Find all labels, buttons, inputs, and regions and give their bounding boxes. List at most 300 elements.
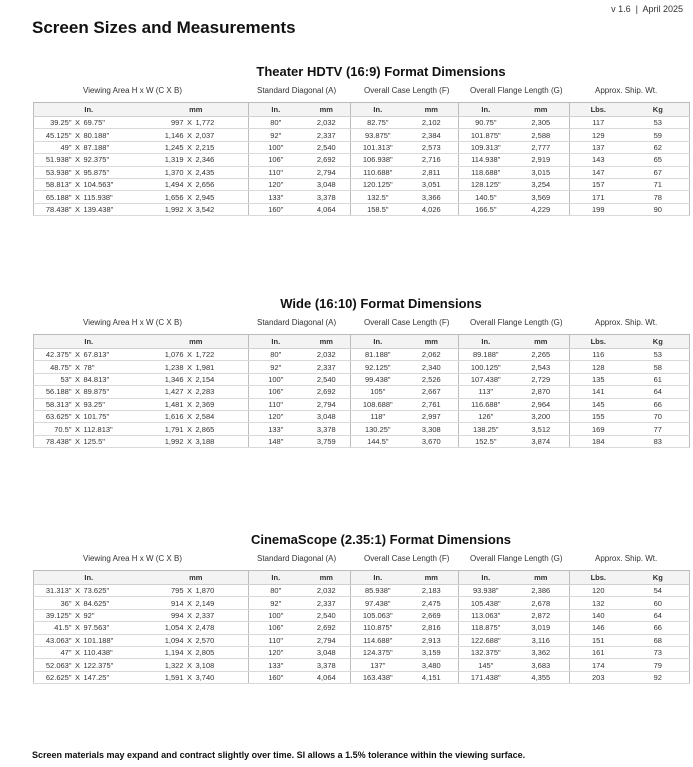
times-sign: X	[184, 410, 196, 422]
column-header-mm: mm	[513, 571, 570, 585]
times-sign: X	[72, 386, 84, 398]
table-row	[34, 203, 690, 215]
width-mm: 2,435	[196, 166, 249, 178]
group-header-case-length: Overall Case Length (F)	[364, 554, 450, 563]
diagonal-in: 100"	[249, 373, 303, 385]
diagonal-mm: 2,337	[303, 129, 351, 141]
diagonal-in: 80"	[249, 585, 303, 597]
group-header-row	[33, 80, 689, 102]
table-row	[34, 410, 690, 422]
diagonal-mm: 2,540	[303, 609, 351, 621]
flange-length-mm: 2,729	[513, 373, 570, 385]
column-header-in: In.	[249, 335, 303, 349]
case-length-in: 158.5"	[351, 203, 405, 215]
diagonal-in: 92"	[249, 361, 303, 373]
height-in: 43.063"	[34, 634, 72, 646]
footnote: Screen materials may expand and contract slightly over time. SI allows a 1.5% tolerance within the viewing surface.	[32, 750, 526, 760]
case-length-in: 118"	[351, 410, 405, 422]
column-header-mm: mm	[303, 571, 351, 585]
height-mm: 1,481	[144, 398, 184, 410]
width-mm: 2,346	[196, 154, 249, 166]
times-sign: X	[184, 178, 196, 190]
table-row	[34, 129, 690, 141]
version-label	[611, 4, 683, 14]
case-length-in: 144.5"	[351, 435, 405, 447]
group-header-diagonal: Standard Diagonal (A)	[257, 86, 337, 95]
flange-length-mm: 2,919	[513, 154, 570, 166]
width-mm: 2,215	[196, 141, 249, 153]
width-mm: 3,188	[196, 435, 249, 447]
weight-lbs: 135	[570, 373, 627, 385]
times-sign: X	[184, 671, 196, 683]
weight-lbs: 147	[570, 166, 627, 178]
diagonal-in: 110"	[249, 398, 303, 410]
flange-length-mm: 3,569	[513, 191, 570, 203]
times-sign: X	[72, 634, 84, 646]
flange-length-mm: 3,874	[513, 435, 570, 447]
weight-lbs: 157	[570, 178, 627, 190]
weight-lbs: 128	[570, 361, 627, 373]
case-length-in: 93.875"	[351, 129, 405, 141]
times-sign: X	[184, 373, 196, 385]
case-length-mm: 2,997	[405, 410, 459, 422]
column-header-in: In.	[34, 335, 144, 349]
dimensions-table	[33, 102, 690, 216]
weight-lbs: 117	[570, 117, 627, 129]
width-in: 69.75"	[84, 117, 144, 129]
dimensions-table	[33, 334, 690, 448]
weight-kg: 53	[627, 117, 690, 129]
weight-lbs: 169	[570, 423, 627, 435]
flange-length-mm: 4,229	[513, 203, 570, 215]
height-in: 63.625"	[34, 410, 72, 422]
height-mm: 1,427	[144, 386, 184, 398]
times-sign: X	[72, 423, 84, 435]
case-length-mm: 3,670	[405, 435, 459, 447]
diagonal-in: 133"	[249, 191, 303, 203]
case-length-in: 106.938"	[351, 154, 405, 166]
flange-length-mm: 2,265	[513, 349, 570, 361]
diagonal-mm: 2,337	[303, 597, 351, 609]
group-header-flange-length: Overall Flange Length (G)	[470, 86, 563, 95]
weight-kg: 54	[627, 585, 690, 597]
table-row	[34, 609, 690, 621]
flange-length-in: 114.938"	[459, 154, 513, 166]
height-in: 47"	[34, 646, 72, 658]
column-header-in: In.	[34, 103, 144, 117]
times-sign: X	[72, 117, 84, 129]
diagonal-mm: 2,032	[303, 349, 351, 361]
table-row	[34, 634, 690, 646]
case-length-mm: 3,366	[405, 191, 459, 203]
times-sign: X	[72, 373, 84, 385]
times-sign: X	[72, 129, 84, 141]
width-in: 78"	[84, 361, 144, 373]
flange-length-in: 90.75"	[459, 117, 513, 129]
height-in: 78.438"	[34, 435, 72, 447]
height-in: 58.813"	[34, 178, 72, 190]
flange-length-mm: 3,512	[513, 423, 570, 435]
height-in: 31.313"	[34, 585, 72, 597]
column-header-mm: mm	[405, 335, 459, 349]
times-sign: X	[72, 141, 84, 153]
height-mm: 1,992	[144, 203, 184, 215]
column-header-row	[34, 335, 690, 349]
times-sign: X	[184, 191, 196, 203]
diagonal-in: 120"	[249, 646, 303, 658]
weight-lbs: 141	[570, 386, 627, 398]
diagonal-in: 110"	[249, 166, 303, 178]
column-header-lbs: Lbs.	[570, 571, 627, 585]
case-length-mm: 3,480	[405, 659, 459, 671]
width-in: 87.188"	[84, 141, 144, 153]
case-length-mm: 2,667	[405, 386, 459, 398]
format-section	[33, 296, 689, 448]
flange-length-in: 113"	[459, 386, 513, 398]
case-length-in: 108.688"	[351, 398, 405, 410]
diagonal-mm: 2,794	[303, 166, 351, 178]
weight-kg: 79	[627, 659, 690, 671]
times-sign: X	[184, 117, 196, 129]
weight-lbs: 137	[570, 141, 627, 153]
weight-kg: 53	[627, 349, 690, 361]
times-sign: X	[72, 609, 84, 621]
times-sign: X	[184, 609, 196, 621]
height-mm: 1,322	[144, 659, 184, 671]
times-sign: X	[72, 622, 84, 634]
flange-length-mm: 3,200	[513, 410, 570, 422]
case-length-mm: 2,573	[405, 141, 459, 153]
times-sign: X	[184, 349, 196, 361]
case-length-mm: 2,384	[405, 129, 459, 141]
case-length-mm: 2,811	[405, 166, 459, 178]
column-header-mm: mm	[144, 335, 249, 349]
table-row	[34, 423, 690, 435]
case-length-in: 82.75"	[351, 117, 405, 129]
diagonal-mm: 2,032	[303, 117, 351, 129]
height-mm: 914	[144, 597, 184, 609]
flange-length-mm: 3,362	[513, 646, 570, 658]
weight-kg: 67	[627, 166, 690, 178]
diagonal-in: 106"	[249, 622, 303, 634]
times-sign: X	[184, 659, 196, 671]
diagonal-mm: 4,064	[303, 671, 351, 683]
table-row	[34, 154, 690, 166]
width-in: 104.563"	[84, 178, 144, 190]
diagonal-mm: 3,048	[303, 410, 351, 422]
weight-kg: 65	[627, 154, 690, 166]
times-sign: X	[184, 622, 196, 634]
diagonal-mm: 3,759	[303, 435, 351, 447]
weight-kg: 83	[627, 435, 690, 447]
column-header-mm: mm	[303, 335, 351, 349]
weight-lbs: 171	[570, 191, 627, 203]
times-sign: X	[72, 597, 84, 609]
case-length-in: 110.688"	[351, 166, 405, 178]
case-length-mm: 2,716	[405, 154, 459, 166]
diagonal-mm: 2,692	[303, 154, 351, 166]
weight-lbs: 132	[570, 597, 627, 609]
diagonal-mm: 2,540	[303, 373, 351, 385]
flange-length-mm: 2,678	[513, 597, 570, 609]
diagonal-mm: 2,794	[303, 398, 351, 410]
times-sign: X	[72, 178, 84, 190]
diagonal-in: 100"	[249, 609, 303, 621]
diagonal-mm: 2,032	[303, 585, 351, 597]
height-mm: 1,094	[144, 634, 184, 646]
diagonal-mm: 4,064	[303, 203, 351, 215]
height-in: 39.25"	[34, 117, 72, 129]
case-length-mm: 4,026	[405, 203, 459, 215]
width-mm: 1,981	[196, 361, 249, 373]
times-sign: X	[184, 585, 196, 597]
table-row	[34, 597, 690, 609]
column-header-mm: mm	[405, 571, 459, 585]
case-length-in: 97.438"	[351, 597, 405, 609]
times-sign: X	[184, 398, 196, 410]
diagonal-mm: 3,048	[303, 646, 351, 658]
case-length-in: 105.063"	[351, 609, 405, 621]
group-header-viewing-area: Viewing Area H x W (C X B)	[83, 554, 182, 563]
weight-kg: 62	[627, 141, 690, 153]
width-mm: 2,037	[196, 129, 249, 141]
group-header-row	[33, 548, 689, 570]
group-header-case-length: Overall Case Length (F)	[364, 86, 450, 95]
diagonal-mm: 3,378	[303, 191, 351, 203]
flange-length-in: 138.25"	[459, 423, 513, 435]
case-length-mm: 2,816	[405, 622, 459, 634]
height-mm: 1,054	[144, 622, 184, 634]
weight-lbs: 146	[570, 622, 627, 634]
height-in: 65.188"	[34, 191, 72, 203]
flange-length-in: 145"	[459, 659, 513, 671]
width-mm: 1,870	[196, 585, 249, 597]
height-mm: 1,591	[144, 671, 184, 683]
flange-length-mm: 2,386	[513, 585, 570, 597]
width-in: 112.813"	[84, 423, 144, 435]
height-in: 53.938"	[34, 166, 72, 178]
diagonal-in: 120"	[249, 178, 303, 190]
width-in: 95.875"	[84, 166, 144, 178]
height-mm: 1,146	[144, 129, 184, 141]
weight-lbs: 199	[570, 203, 627, 215]
flange-length-mm: 2,305	[513, 117, 570, 129]
height-mm: 1,194	[144, 646, 184, 658]
section-title: CinemaScope (2.35:1) Format Dimensions	[250, 532, 512, 547]
format-section	[33, 532, 689, 684]
diagonal-in: 106"	[249, 154, 303, 166]
height-mm: 1,245	[144, 141, 184, 153]
height-mm: 997	[144, 117, 184, 129]
width-mm: 2,656	[196, 178, 249, 190]
height-mm: 795	[144, 585, 184, 597]
flange-length-mm: 2,872	[513, 609, 570, 621]
times-sign: X	[184, 435, 196, 447]
times-sign: X	[184, 141, 196, 153]
flange-length-mm: 2,588	[513, 129, 570, 141]
height-in: 62.625"	[34, 671, 72, 683]
width-mm: 2,154	[196, 373, 249, 385]
section-title: Wide (16:10) Format Dimensions	[280, 296, 482, 311]
column-header-in: In.	[351, 571, 405, 585]
weight-kg: 66	[627, 622, 690, 634]
group-header-diagonal: Standard Diagonal (A)	[257, 318, 337, 327]
diagonal-in: 80"	[249, 349, 303, 361]
width-mm: 1,722	[196, 349, 249, 361]
flange-length-in: 89.188"	[459, 349, 513, 361]
height-in: 39.125"	[34, 609, 72, 621]
flange-length-in: 107.438"	[459, 373, 513, 385]
diagonal-in: 80"	[249, 117, 303, 129]
case-length-mm: 2,183	[405, 585, 459, 597]
width-in: 89.875"	[84, 386, 144, 398]
weight-lbs: 140	[570, 609, 627, 621]
times-sign: X	[72, 154, 84, 166]
table-row	[34, 622, 690, 634]
width-mm: 3,740	[196, 671, 249, 683]
flange-length-in: 166.5"	[459, 203, 513, 215]
group-header-ship-wt: Approx. Ship. Wt.	[595, 318, 658, 327]
times-sign: X	[72, 398, 84, 410]
case-length-mm: 3,051	[405, 178, 459, 190]
height-in: 58.313"	[34, 398, 72, 410]
height-mm: 1,346	[144, 373, 184, 385]
times-sign: X	[184, 634, 196, 646]
diagonal-in: 100"	[249, 141, 303, 153]
group-header-viewing-area: Viewing Area H x W (C X B)	[83, 318, 182, 327]
times-sign: X	[72, 349, 84, 361]
height-in: 48.75"	[34, 361, 72, 373]
case-length-in: 101.313"	[351, 141, 405, 153]
width-in: 110.438"	[84, 646, 144, 658]
times-sign: X	[72, 166, 84, 178]
flange-length-in: 128.125"	[459, 178, 513, 190]
diagonal-in: 106"	[249, 386, 303, 398]
width-in: 122.375"	[84, 659, 144, 671]
flange-length-mm: 4,355	[513, 671, 570, 683]
group-header-row	[33, 312, 689, 334]
column-header-lbs: Lbs.	[570, 335, 627, 349]
width-in: 84.813"	[84, 373, 144, 385]
diagonal-mm: 3,378	[303, 659, 351, 671]
flange-length-in: 109.313"	[459, 141, 513, 153]
case-length-mm: 4,151	[405, 671, 459, 683]
width-mm: 2,865	[196, 423, 249, 435]
diagonal-mm: 2,692	[303, 386, 351, 398]
weight-lbs: 116	[570, 349, 627, 361]
weight-kg: 77	[627, 423, 690, 435]
case-length-in: 85.938"	[351, 585, 405, 597]
height-in: 49"	[34, 141, 72, 153]
flange-length-mm: 3,254	[513, 178, 570, 190]
column-header-mm: mm	[144, 103, 249, 117]
times-sign: X	[184, 386, 196, 398]
weight-kg: 59	[627, 129, 690, 141]
table-row	[34, 361, 690, 373]
height-mm: 1,494	[144, 178, 184, 190]
diagonal-in: 160"	[249, 671, 303, 683]
weight-lbs: 129	[570, 129, 627, 141]
case-length-in: 110.875"	[351, 622, 405, 634]
diagonal-in: 92"	[249, 597, 303, 609]
width-mm: 3,108	[196, 659, 249, 671]
weight-kg: 64	[627, 386, 690, 398]
weight-kg: 66	[627, 398, 690, 410]
width-in: 84.625"	[84, 597, 144, 609]
column-header-kg: Kg	[627, 335, 690, 349]
weight-kg: 78	[627, 191, 690, 203]
column-header-in: In.	[351, 103, 405, 117]
times-sign: X	[184, 203, 196, 215]
diagonal-in: 160"	[249, 203, 303, 215]
version-date: April 2025	[642, 4, 683, 14]
case-length-in: 120.125"	[351, 178, 405, 190]
width-in: 92"	[84, 609, 144, 621]
height-mm: 994	[144, 609, 184, 621]
flange-length-in: 116.688"	[459, 398, 513, 410]
weight-lbs: 151	[570, 634, 627, 646]
section-title: Theater HDTV (16:9) Format Dimensions	[256, 64, 506, 79]
page-title: Screen Sizes and Measurements	[32, 18, 296, 37]
weight-kg: 70	[627, 410, 690, 422]
case-length-in: 81.188"	[351, 349, 405, 361]
width-in: 80.188"	[84, 129, 144, 141]
width-mm: 2,369	[196, 398, 249, 410]
diagonal-mm: 2,794	[303, 634, 351, 646]
weight-lbs: 155	[570, 410, 627, 422]
times-sign: X	[72, 191, 84, 203]
height-in: 36"	[34, 597, 72, 609]
width-in: 92.375"	[84, 154, 144, 166]
width-mm: 2,337	[196, 609, 249, 621]
column-header-in: In.	[351, 335, 405, 349]
weight-kg: 64	[627, 609, 690, 621]
width-mm: 2,478	[196, 622, 249, 634]
case-length-mm: 2,062	[405, 349, 459, 361]
column-header-kg: Kg	[627, 103, 690, 117]
height-in: 42.375"	[34, 349, 72, 361]
group-header-flange-length: Overall Flange Length (G)	[470, 318, 563, 327]
group-header-ship-wt: Approx. Ship. Wt.	[595, 554, 658, 563]
version-number: v 1.6	[611, 4, 631, 14]
weight-kg: 68	[627, 634, 690, 646]
width-in: 115.938"	[84, 191, 144, 203]
width-in: 73.625"	[84, 585, 144, 597]
table-row	[34, 373, 690, 385]
times-sign: X	[184, 423, 196, 435]
width-mm: 2,283	[196, 386, 249, 398]
times-sign: X	[72, 585, 84, 597]
width-mm: 1,772	[196, 117, 249, 129]
column-header-in: In.	[459, 571, 513, 585]
times-sign: X	[184, 154, 196, 166]
weight-kg: 90	[627, 203, 690, 215]
column-header-mm: mm	[513, 335, 570, 349]
table-row	[34, 166, 690, 178]
times-sign: X	[72, 410, 84, 422]
height-mm: 1,791	[144, 423, 184, 435]
weight-kg: 71	[627, 178, 690, 190]
diagonal-mm: 2,692	[303, 622, 351, 634]
group-header-viewing-area: Viewing Area H x W (C X B)	[83, 86, 182, 95]
diagonal-mm: 2,540	[303, 141, 351, 153]
height-in: 70.5"	[34, 423, 72, 435]
weight-lbs: 120	[570, 585, 627, 597]
table-row	[34, 141, 690, 153]
flange-length-in: 122.688"	[459, 634, 513, 646]
height-mm: 1,076	[144, 349, 184, 361]
diagonal-in: 148"	[249, 435, 303, 447]
